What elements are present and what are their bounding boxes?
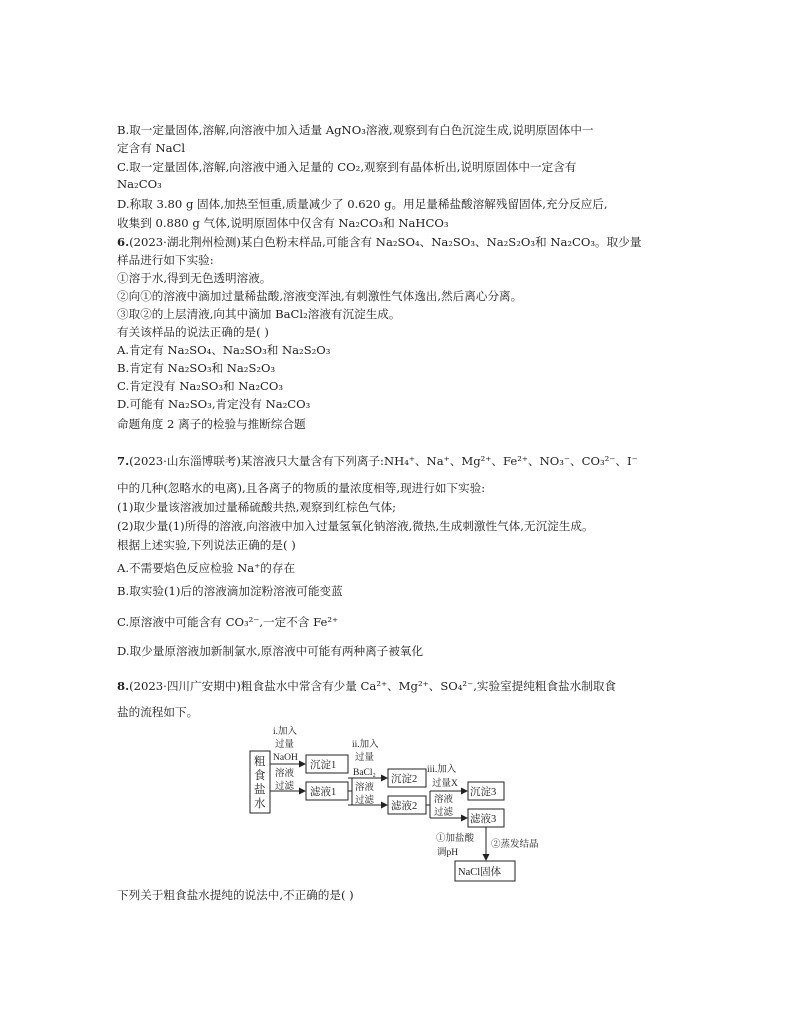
q5-option-b-line2: 定含有 NaCl [117, 141, 186, 155]
q6-step3: ③取②的上层清液,向其中滴加 BaCl₂溶液有沉淀生成。 [117, 307, 401, 321]
step-i-line2: 过量 [275, 740, 295, 750]
q7-step2: (2)取少量(1)所得的溶液,向溶液中加入过量氢氧化钠溶液,微热,生成刺激性气体,无沉淀生成。 [117, 519, 594, 533]
q5-option-c-line1: C.取一定量固体,溶解,向溶液中通入足量的 CO₂,观察到有晶体析出,说明原固体中一定含有 [117, 160, 577, 174]
q7-stem-line2: 中的几种(忽略水的电离),且各离子的物质的量浓度相等,现进行如下实验: [117, 481, 486, 495]
q6-option-c: C.肯定没有 Na₂SO₃和 Na₂CO₃ [117, 379, 284, 393]
q5-option-b-line1: B.取一定量固体,溶解,向溶液中加入适量 AgNO₃溶液,观察到有白色沉淀生成,说明原固体中一 [117, 123, 594, 137]
q6-option-a: A.肯定有 Na₂SO₄、Na₂SO₃和 Na₂S₂O₃ [117, 343, 331, 357]
step-a-line1: ①加盐酸 [436, 834, 475, 844]
crude-brine-char-4: 水 [254, 798, 266, 810]
q6-step2: ②向①的溶液中滴加过量稀盐酸,溶液变浑浊,有刺激性气体逸出,然后离心分离。 [117, 289, 523, 303]
q8-stem-line2: 盐的流程如下。 [117, 705, 199, 719]
step-ii-line4: 溶液 [355, 783, 375, 793]
q5-option-d-line1: D.称取 3.80 g 固体,加热至恒重,质量减少了 0.620 g。用足量稀盐酸溶解残留固体,充分反应后, [117, 197, 608, 211]
q6-stem-text: (2023·湖北荆州检测)某白色粉末样品,可能含有 Na₂SO₄、Na₂SO₃、Na₂S₂O₃和 Na₂CO₃。取少量 [129, 235, 642, 249]
q5-option-d-line2: 收集到 0.880 g 气体,说明原固体中仅含有 Na₂CO₃和 NaHCO₃ [117, 216, 449, 230]
q7-option-d: D.取少量原溶液加新制氯水,原溶液中可能有两种离子被氧化 [117, 644, 424, 658]
q7-option-c: C.原溶液中可能含有 CO₃²⁻,一定不含 Fe²⁺ [117, 615, 339, 629]
q6-stem-line2: 样品进行如下实验: [117, 253, 214, 267]
step-ii-line3: BaCl₂ [353, 768, 376, 778]
q7-step1: (1)取少量该溶液加过量稀硫酸共热,观察到红棕色气体; [117, 500, 397, 514]
q7-stem-text: (2023·山东淄博联考)某溶液只大量含有下列离子:NH₄⁺、Na⁺、Mg²⁺、Fe²⁺、NO₃⁻、CO₃²⁻、I⁻ [129, 454, 638, 468]
precipitate2-label: 沉淀2 [391, 774, 418, 785]
crude-brine-char-3: 盐 [254, 784, 266, 796]
step-b-label: ②蒸发结晶 [491, 840, 539, 850]
precipitate1-label: 沉淀1 [310, 760, 337, 771]
q6-step1: ①溶于水,得到无色透明溶液。 [117, 271, 272, 285]
q6-number: 6. [117, 235, 130, 249]
step-i-line1: i.加入 [273, 727, 298, 737]
step-ii-line2: 过量 [355, 753, 375, 763]
nacl-solid-label: NaCl固体 [458, 867, 502, 878]
q6-option-d: D.可能有 Na₂SO₃,肯定没有 Na₂CO₃ [117, 397, 311, 411]
step-i-line4: 溶液 [275, 769, 295, 779]
step-iii-line1: iii.加入 [427, 765, 457, 775]
q7-option-a: A.不需要焰色反应检验 Na⁺的存在 [117, 561, 296, 575]
step-iii-line4: 过滤 [434, 808, 454, 818]
q7-number: 7. [117, 454, 130, 468]
section-heading: 命题角度 2 离子的检验与推断综合题 [117, 417, 306, 431]
q7-option-b: B.取实验(1)后的溶液滴加淀粉溶液可能变蓝 [117, 584, 343, 598]
step-iii-line2: 过量X [432, 779, 458, 789]
step-iii-line3: 溶液 [434, 795, 454, 805]
q8-number: 8. [117, 679, 130, 693]
crude-brine-char-1: 粗 [254, 756, 266, 768]
step-ii-line1: ii.加入 [352, 740, 379, 750]
crude-brine-char-2: 食 [254, 770, 266, 782]
step-a-line2: 调pH [437, 848, 459, 858]
step-i-line5: 过滤 [275, 782, 295, 792]
q5-option-c-line2: Na₂CO₃ [117, 177, 162, 191]
filtrate2-label: 滤液2 [391, 801, 418, 812]
q6-question: 有关该样品的说法正确的是( ) [117, 325, 269, 339]
filtrate3-label: 滤液3 [470, 814, 497, 825]
q8-stem-text: (2023·四川广安期中)粗食盐水中常含有少量 Ca²⁺、Mg²⁺、SO₄²⁻,实验室提纯粗食盐水制取食 [129, 679, 617, 693]
q8-question: 下列关于粗食盐水提纯的说法中,不正确的是( ) [117, 888, 354, 902]
filtrate1-label: 滤液1 [310, 787, 337, 798]
step-ii-line5: 过滤 [355, 796, 375, 806]
step-i-line3: NaOH [273, 753, 298, 763]
precipitate3-label: 沉淀3 [470, 787, 497, 798]
q7-question: 根据上述实验,下列说法正确的是( ) [117, 538, 296, 552]
q6-option-b: B.肯定有 Na₂SO₃和 Na₂S₂O₃ [117, 361, 276, 375]
